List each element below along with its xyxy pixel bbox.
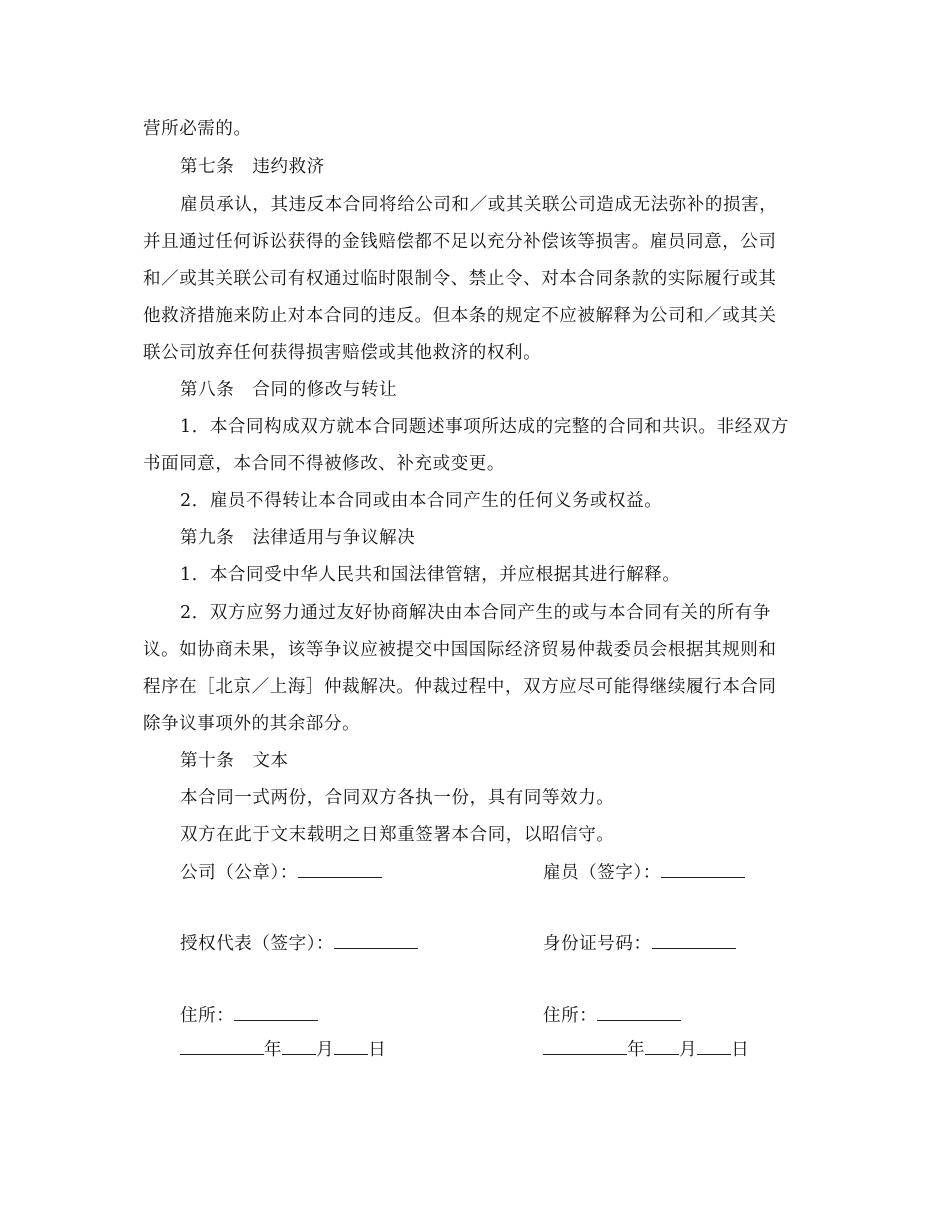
year-label: 年 [627,1040,646,1060]
authorized-rep-label: 授权代表（签字）： [180,934,335,954]
date-left-field [180,1038,386,1061]
text-line: 书面同意，本合同不得被修改、补充或变更。 [143,454,505,474]
text-line: 他救济措施来防止对本合同的违反。但本条的规定不应被解释为公司和／或其关 [143,306,777,326]
text-line: 本合同一式两份，合同双方各执一份，具有同等效力。 [180,788,615,808]
text-line: 雇员承认，其违反本合同将给公司和／或其关联公司造成无法弥补的损害， [180,195,778,215]
year-blank [543,1038,627,1055]
employee-sign-label: 雇员（签字）： [543,863,661,883]
text-line: 营所必需的。 [143,119,252,139]
id-number-blank [652,932,736,949]
employee-sign-blank [661,861,745,878]
article-7-heading: 第七条 违约救济 [180,157,325,177]
year-blank [180,1038,264,1055]
article-9-heading: 第九条 法律适用与争议解决 [180,528,416,548]
text-line: 议。如协商未果，该等争议应被提交中国国际经济贸易仲裁委员会根据其规则和 [143,640,777,660]
address-left-label: 住所： [180,1006,235,1026]
article-10-heading: 第十条 文本 [180,751,289,771]
company-seal-label: 公司（公章）： [180,863,298,883]
text-line: 1．本合同受中华人民共和国法律管辖，并应根据其进行解释。 [180,565,681,585]
text-line: 2．双方应努力通过友好协商解决由本合同产生的或与本合同有关的所有争 [180,603,771,623]
address-left-blank [234,1004,318,1021]
month-label: 月 [679,1040,698,1060]
day-blank [697,1038,731,1055]
article-8-heading: 第八条 合同的修改与转让 [180,380,398,400]
employee-sign-field [543,861,745,884]
month-label: 月 [316,1040,335,1060]
authorized-rep-field [180,932,418,955]
address-right-field [543,1004,681,1027]
id-number-label: 身份证号码： [543,934,652,954]
year-label: 年 [264,1040,283,1060]
authorized-rep-blank [334,932,418,949]
address-right-label: 住所： [543,1006,598,1026]
text-line: 并且通过任何诉讼获得的金钱赔偿都不足以充分补偿该等损害。雇员同意，公司 [143,232,777,252]
text-line: 双方在此于文末载明之日郑重签署本合同，以昭信守。 [180,825,615,845]
date-right-field [543,1038,749,1061]
day-blank [334,1038,368,1055]
text-line: 和／或其关联公司有权通过临时限制令、禁止令、对本合同条款的实际履行或其 [143,269,777,289]
address-right-blank [597,1004,681,1021]
day-label: 日 [731,1040,750,1060]
month-blank [282,1038,316,1055]
month-blank [645,1038,679,1055]
day-label: 日 [368,1040,387,1060]
text-line: 1．本合同构成双方就本合同题述事项所达成的完整的合同和共识。非经双方 [180,417,790,437]
text-line: 联公司放弃任何获得损害赔偿或其他救济的权利。 [143,343,542,363]
text-line: 程序在［北京／上海］仲裁解决。仲裁过程中，双方应尽可能得继续履行本合同 [143,677,777,697]
text-line: 除争议事项外的其余部分。 [143,714,361,734]
address-left-field [180,1004,318,1027]
text-line: 2．雇员不得转让本合同或由本合同产生的任何义务或权益。 [180,491,663,511]
company-seal-field [180,861,382,884]
id-number-field [543,932,736,955]
company-seal-blank [298,861,382,878]
